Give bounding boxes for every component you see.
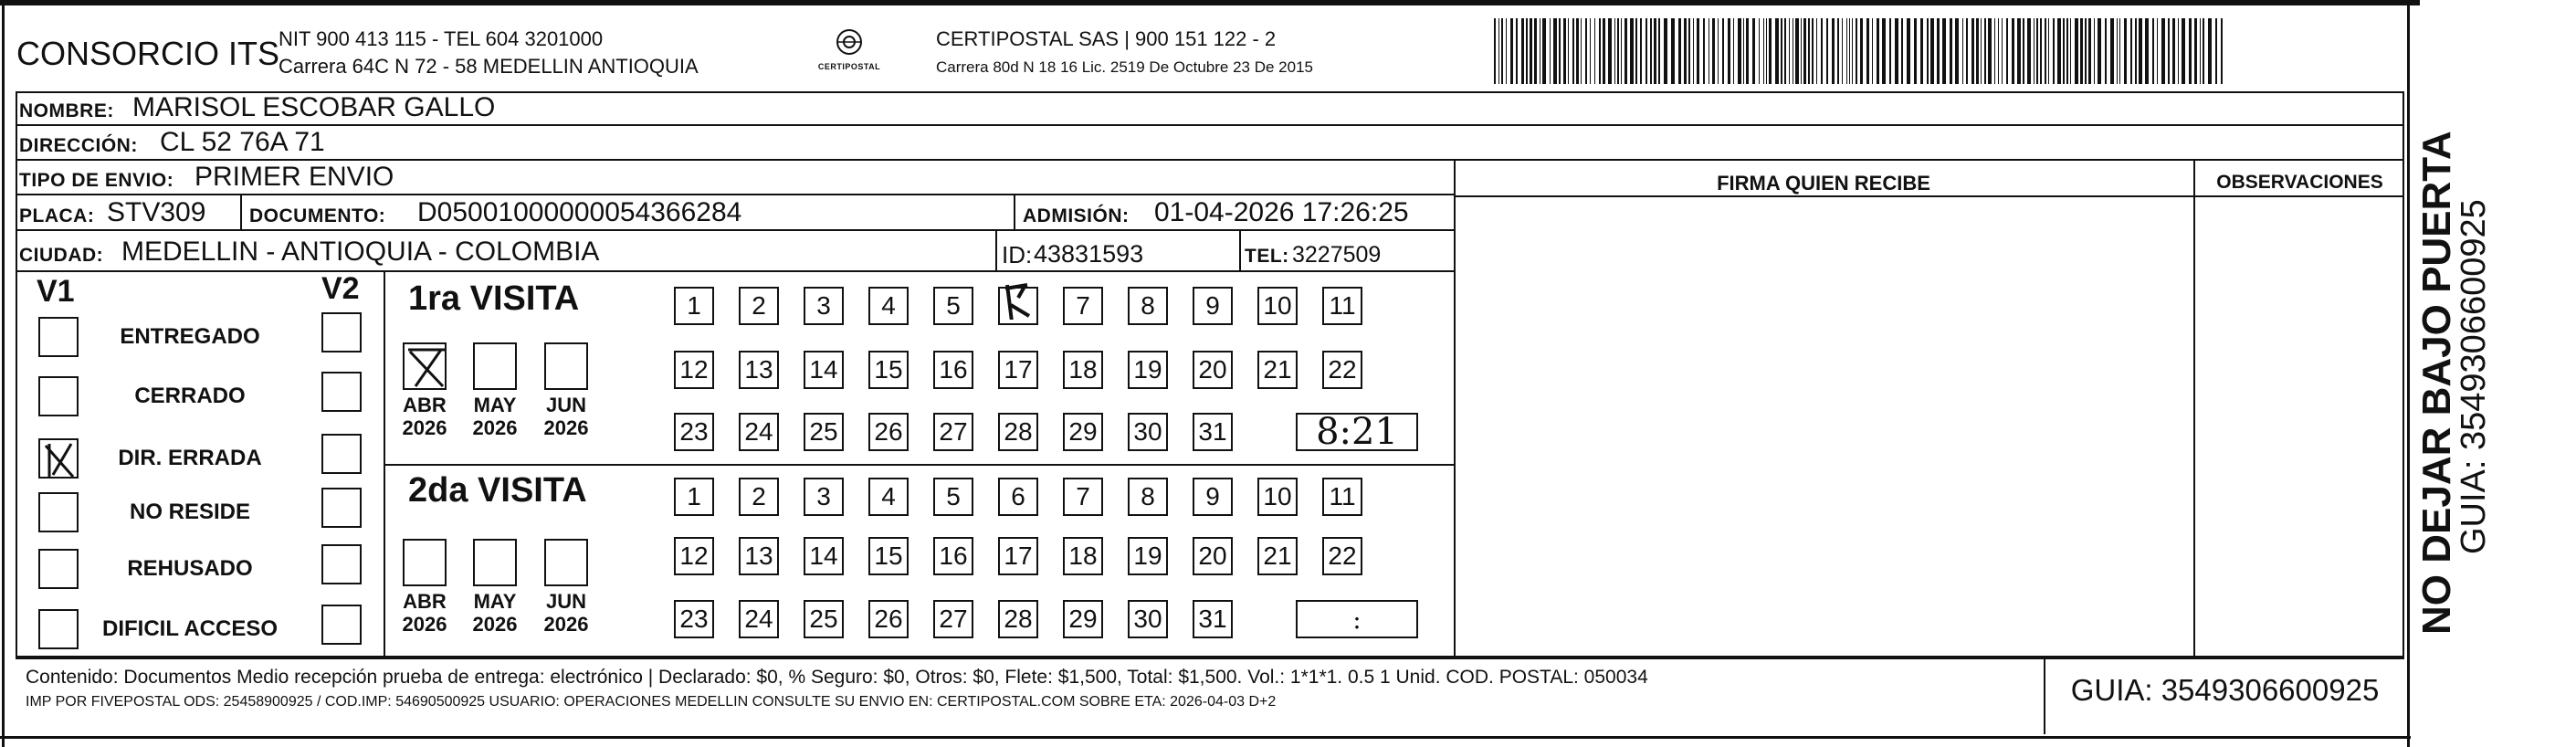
day-box[interactable]: 18: [1063, 537, 1103, 575]
day-box[interactable]: 24: [739, 413, 779, 451]
day-box[interactable]: 10: [1257, 287, 1298, 325]
v2-checkbox[interactable]: [321, 605, 362, 645]
ciudad-divider: [995, 231, 997, 270]
company-nit: NIT 900 413 115 - TEL 604 3201000: [279, 27, 604, 50]
day-box[interactable]: 21: [1257, 537, 1298, 575]
time-box[interactable]: :: [1296, 600, 1418, 638]
month-checkbox[interactable]: [544, 539, 588, 586]
v2-label: V2: [321, 271, 360, 306]
left-border: [2, 0, 5, 747]
status-label: CERRADO: [134, 384, 246, 408]
certipostal-address: Carrera 80d N 18 16 Lic. 2519 De Octubre 23 De 2015: [936, 58, 1313, 76]
day-box[interactable]: 4: [868, 287, 909, 325]
admision-value: 01-04-2026 17:26:25: [1154, 197, 1409, 227]
day-box[interactable]: 22: [1322, 537, 1362, 575]
day-box[interactable]: 26: [868, 413, 909, 451]
company-name: CONSORCIO ITS: [16, 35, 280, 72]
v1-checkbox[interactable]: [38, 317, 79, 357]
day-box[interactable]: 10: [1257, 478, 1298, 516]
ciudad-label: CIUDAD:: [19, 245, 104, 266]
nombre-label: NOMBRE:: [19, 100, 114, 121]
footer-guia: GUIA: 3549306600925: [2070, 673, 2380, 707]
top-border: [0, 0, 2420, 5]
day-box[interactable]: 23: [674, 413, 714, 451]
row-ciudad: [16, 231, 1454, 272]
day-box[interactable]: 15: [868, 537, 909, 575]
month-checkbox[interactable]: [473, 539, 517, 586]
direccion-label: DIRECCIÓN:: [19, 135, 138, 156]
documento-value: D05001000000054366284: [417, 197, 742, 227]
month-label: ABR 2026: [402, 590, 447, 636]
month-label: ABR 2026: [402, 394, 447, 439]
admision-label: ADMISIÓN:: [1023, 205, 1130, 226]
row-nombre: [16, 91, 2404, 126]
documento-label: DOCUMENTO:: [249, 205, 386, 226]
tipo-value: PRIMER ENVIO: [195, 162, 394, 192]
day-box[interactable]: 19: [1128, 351, 1168, 389]
row-placa: [16, 195, 1454, 231]
row-direccion: [16, 126, 2404, 161]
placa-label: PLACA:: [19, 205, 95, 226]
month-checkbox[interactable]: [403, 539, 447, 586]
v1-checkbox[interactable]: [38, 376, 79, 416]
firma-column: [1454, 161, 1456, 658]
ciudad-value: MEDELLIN - ANTIOQUIA - COLOMBIA: [121, 237, 600, 267]
day-box[interactable]: 13: [739, 351, 779, 389]
month-checkbox[interactable]: [544, 342, 588, 390]
status-label: DIR. ERRADA: [118, 446, 262, 470]
tel-value: 3227509: [1292, 242, 1382, 268]
day-box[interactable]: 3: [804, 287, 844, 325]
day-box[interactable]: 21: [1257, 351, 1298, 389]
day-box[interactable]: 11: [1322, 478, 1362, 516]
v1-checkbox[interactable]: [38, 492, 79, 532]
day-box[interactable]: 7: [1063, 287, 1103, 325]
day-box[interactable]: 14: [804, 351, 844, 389]
day-box[interactable]: 5: [933, 478, 973, 516]
day-box[interactable]: 2: [739, 478, 779, 516]
barcode-icon: [1494, 18, 2224, 84]
side-guia: GUIA: 3549306600925: [2455, 199, 2493, 554]
day-box[interactable]: 31: [1193, 600, 1233, 638]
id-label: ID:: [1002, 241, 1033, 268]
certipostal-logo-icon: [817, 27, 881, 78]
documento-divider: [1014, 195, 1015, 229]
day-box[interactable]: 7: [1063, 478, 1103, 516]
v2-checkbox[interactable]: [321, 544, 362, 584]
day-box[interactable]: 11: [1322, 287, 1362, 325]
v2-checkbox[interactable]: [321, 434, 362, 474]
day-box[interactable]: 20: [1193, 537, 1233, 575]
day-box[interactable]: 30: [1128, 600, 1168, 638]
visits-divider: [385, 464, 1454, 466]
nombre-value: MARISOL ESCOBAR GALLO: [132, 92, 496, 122]
day-box[interactable]: 5: [933, 287, 973, 325]
day-box[interactable]: 1: [674, 287, 714, 325]
month-checkbox[interactable]: [403, 342, 447, 390]
day-box[interactable]: 27: [933, 600, 973, 638]
right-border: [2407, 0, 2410, 747]
status-label: NO RESIDE: [129, 500, 251, 524]
id-divider: [1239, 231, 1241, 270]
v2-checkbox[interactable]: [321, 488, 362, 528]
day-box[interactable]: 30: [1128, 413, 1168, 451]
day-box[interactable]: 18: [1063, 351, 1103, 389]
firma-header-line: [1454, 195, 2404, 197]
day-box[interactable]: 3: [804, 478, 844, 516]
placa-value: STV309: [107, 197, 206, 227]
footer-top-line: [16, 658, 2404, 659]
company-address: Carrera 64C N 72 - 58 MEDELLIN ANTIOQUIA: [279, 55, 699, 78]
day-box[interactable]: [998, 287, 1038, 325]
month-checkbox[interactable]: [473, 342, 517, 390]
logo-text: CERTIPOSTAL: [817, 62, 881, 71]
month-label: MAY 2026: [472, 394, 518, 439]
day-box[interactable]: 14: [804, 537, 844, 575]
day-box[interactable]: 8: [1128, 287, 1168, 325]
side-warning: NO DEJAR BAJO PUERTA: [2414, 131, 2459, 635]
day-box[interactable]: 19: [1128, 537, 1168, 575]
day-box[interactable]: 31: [1193, 413, 1233, 451]
status-label: ENTREGADO: [120, 324, 260, 349]
day-box[interactable]: 16: [933, 351, 973, 389]
bottom-border: [0, 736, 2411, 739]
day-box[interactable]: 26: [868, 600, 909, 638]
first-visit-title: 1ra VISITA: [408, 279, 580, 318]
time-box[interactable]: 8:21: [1296, 413, 1418, 451]
v2-checkbox[interactable]: [321, 312, 362, 352]
tel-label: TEL:: [1245, 246, 1289, 267]
day-box[interactable]: 17: [998, 537, 1038, 575]
day-box[interactable]: 9: [1193, 287, 1233, 325]
month-label: JUN 2026: [543, 394, 589, 439]
day-box[interactable]: 27: [933, 413, 973, 451]
day-box[interactable]: 6: [998, 478, 1038, 516]
observaciones-header: OBSERVACIONES: [2216, 172, 2383, 193]
month-label: MAY 2026: [472, 590, 518, 636]
day-box[interactable]: 9: [1193, 478, 1233, 516]
day-box[interactable]: 8: [1128, 478, 1168, 516]
tipo-label: TIPO DE ENVIO:: [19, 170, 174, 191]
day-box[interactable]: 4: [868, 478, 909, 516]
day-box[interactable]: 20: [1193, 351, 1233, 389]
direccion-value: CL 52 76A 71: [160, 127, 325, 157]
day-box[interactable]: 12: [674, 351, 714, 389]
day-box[interactable]: 13: [739, 537, 779, 575]
v1-checkbox[interactable]: [38, 438, 79, 479]
day-box[interactable]: 12: [674, 537, 714, 575]
day-box[interactable]: 23: [674, 600, 714, 638]
day-box[interactable]: 29: [1063, 413, 1103, 451]
firma-header: FIRMA QUIEN RECIBE: [1717, 172, 1930, 195]
footer-contenido: Contenido: Documentos Medio recepción prueba de entrega: electrónico | Declarado: $0, % Seguro: $0, Otros: $0, Flete: $1,500, Total: $1,500. Vol.: 1*1*1. 0.5 1 Unid. COD. POSTAL: 050034: [26, 667, 1648, 688]
day-box[interactable]: 25: [804, 413, 844, 451]
day-box[interactable]: 1: [674, 478, 714, 516]
day-box[interactable]: 25: [804, 600, 844, 638]
row-tipo: [16, 161, 1454, 195]
month-label: JUN 2026: [543, 590, 589, 636]
day-box[interactable]: 16: [933, 537, 973, 575]
second-visit-title: 2da VISITA: [408, 471, 587, 510]
footer-imp: IMP POR FIVEPOSTAL ODS: 25458900925 / COD.IMP: 54690500925 USUARIO: OPERACIONES MEDELLIN CONSULTE SU ENVIO EN: CERTIPOSTAL.COM SOBRE ETA: 2026-04-03 D+2: [26, 694, 1277, 710]
v1-label: V1: [37, 274, 75, 309]
v1-checkbox[interactable]: [38, 609, 79, 649]
day-box[interactable]: 17: [998, 351, 1038, 389]
observaciones-divider: [2193, 161, 2195, 658]
day-box[interactable]: 29: [1063, 600, 1103, 638]
day-box[interactable]: 22: [1322, 351, 1362, 389]
status-label: DIFICIL ACCESO: [101, 616, 278, 641]
status-label: REHUSADO: [127, 556, 253, 581]
day-box[interactable]: 2: [739, 287, 779, 325]
placa-divider: [240, 195, 242, 229]
day-box[interactable]: 15: [868, 351, 909, 389]
day-box[interactable]: 28: [998, 600, 1038, 638]
id-value: 43831593: [1034, 240, 1144, 268]
certipostal-name: CERTIPOSTAL SAS | 900 151 122 - 2: [936, 27, 1277, 50]
day-box[interactable]: 24: [739, 600, 779, 638]
day-box[interactable]: 28: [998, 413, 1038, 451]
v2-checkbox[interactable]: [321, 372, 362, 412]
v1-checkbox[interactable]: [38, 549, 79, 589]
